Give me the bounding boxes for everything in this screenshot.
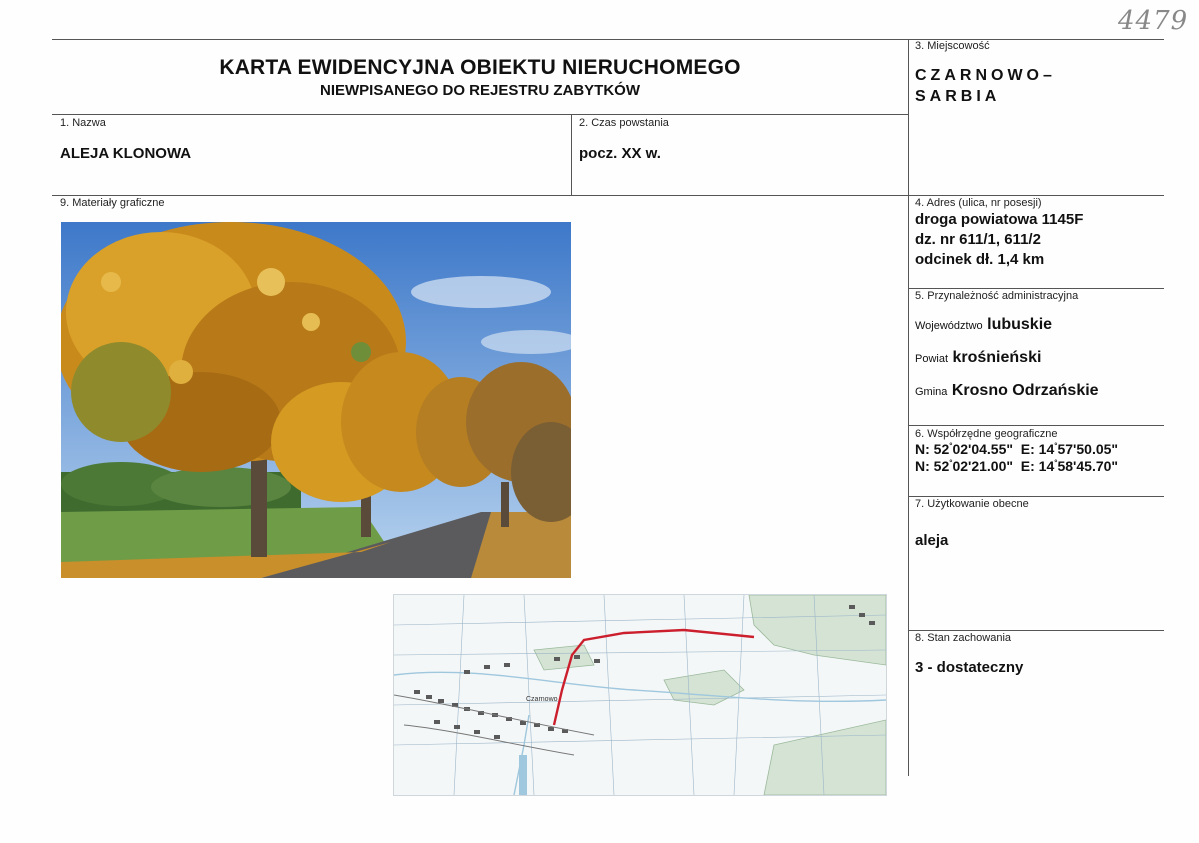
name-date-divider — [571, 114, 572, 195]
location-map-drawing — [394, 595, 886, 795]
location-map — [393, 594, 887, 796]
coords-2-e: E: 14 — [1020, 458, 1055, 474]
right-column-divider — [908, 39, 909, 776]
divider-adres-admin — [908, 288, 1164, 289]
admin-wojewodztwo — [915, 316, 1052, 334]
label-miejscowosc: 3. Miejscowość — [915, 40, 990, 52]
label-materialy: 9. Materiały graficzne — [60, 197, 165, 209]
label-czas: 2. Czas powstania — [579, 117, 669, 129]
alley-photo-drawing — [61, 222, 571, 578]
prefix-wojewodztwo: Województwo — [915, 320, 983, 332]
value-adres-1: droga powiatowa 1145F — [915, 211, 1084, 228]
name-row-divider — [52, 195, 1164, 196]
value-czas: pocz. XX w. — [579, 145, 661, 162]
value-stan: 3 - dostateczny — [915, 659, 1024, 676]
value-powiat: krośnieński — [952, 349, 1042, 366]
header-divider — [52, 114, 908, 115]
admin-gmina — [915, 382, 1099, 400]
value-adres-3: odcinek dł. 1,4 km — [915, 251, 1045, 268]
card-title: KARTA EWIDENCYJNA OBIEKTU NIERUCHOMEGO — [219, 56, 741, 79]
divider-use-state — [908, 630, 1164, 631]
value-nazwa: ALEJA KLONOWA — [60, 145, 192, 162]
divider-coords-use — [908, 496, 1164, 497]
label-admin: 5. Przynależność administracyjna — [915, 290, 1079, 302]
label-nazwa: 1. Nazwa — [60, 117, 106, 129]
degree-mark: ° — [1054, 458, 1058, 468]
admin-powiat — [915, 349, 1041, 367]
card-subtitle: NIEWPISANEGO DO REJESTRU ZABYTKÓW — [319, 82, 641, 99]
coords-1-e-rest: 57'50.05" — [1057, 441, 1119, 457]
coords-2-e-rest: 58'45.70" — [1057, 458, 1119, 474]
label-uzytkowanie: 7. Użytkowanie obecne — [915, 498, 1029, 510]
value-wojewodztwo: lubuskie — [987, 316, 1053, 333]
value-gmina: Krosno Odrzańskie — [951, 382, 1099, 399]
label-stan: 8. Stan zachowania — [915, 632, 1012, 644]
prefix-gmina: Gmina — [915, 386, 948, 398]
value-miejscowosc-1: CZARNOWO– — [915, 67, 1056, 84]
coords-line-2 — [915, 458, 1118, 474]
divider-admin-coords — [908, 425, 1164, 426]
value-adres-2: dz. nr 611/1, 611/2 — [915, 231, 1041, 248]
coords-1-n: N: 52 — [915, 441, 950, 457]
coords-line-1 — [915, 441, 1118, 457]
degree-mark: ° — [949, 458, 953, 468]
label-adres: 4. Adres (ulica, nr posesji) — [915, 197, 1042, 209]
degree-mark: ° — [949, 441, 953, 451]
coords-1-e: E: 14 — [1020, 441, 1055, 457]
prefix-powiat: Powiat — [915, 353, 949, 365]
alley-photo — [61, 222, 571, 578]
value-miejscowosc-2: SARBIA — [915, 88, 1001, 105]
degree-mark: ° — [1054, 441, 1058, 451]
label-wspolrzedne: 6. Współrzędne geograficzne — [915, 428, 1058, 440]
top-border — [52, 39, 1164, 40]
coords-2-n-rest: 02'21.00" — [952, 458, 1014, 474]
coords-2-n: N: 52 — [915, 458, 950, 474]
coords-1-n-rest: 02'04.55" — [952, 441, 1014, 457]
value-uzytkowanie: aleja — [915, 532, 949, 549]
handwritten-number: 4479 — [1118, 6, 1189, 36]
map-village-name: Czarnowo — [526, 696, 558, 703]
